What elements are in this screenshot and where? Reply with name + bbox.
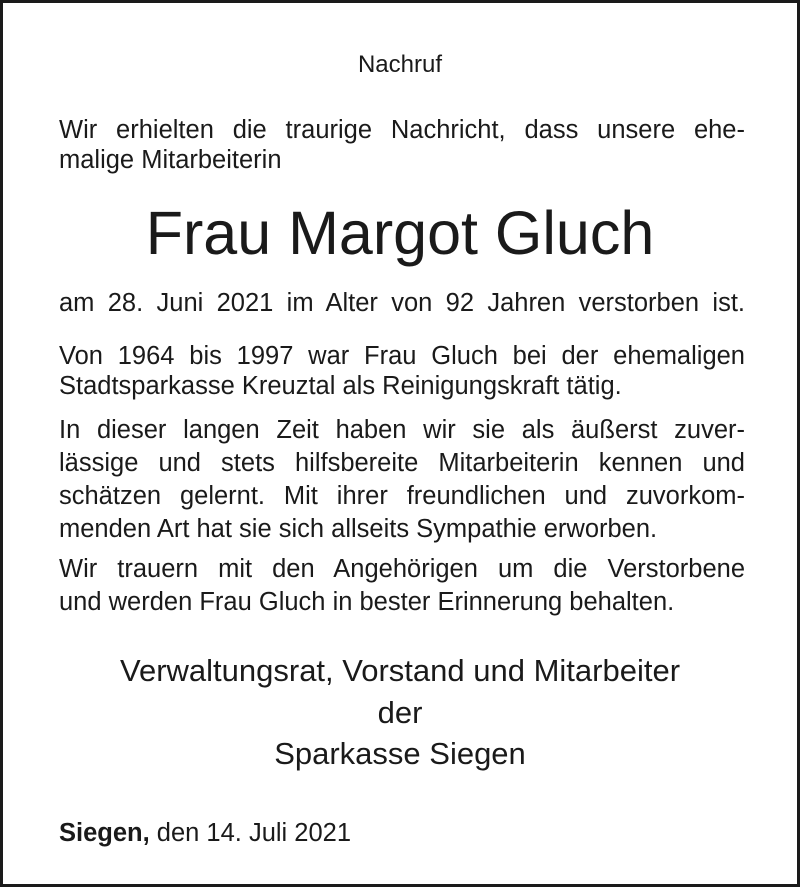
paragraph-praise-line: lässige und stets hilfsbereite Mitarbeiterin kennen und [59, 449, 745, 477]
intro-line: malige Mitarbeiterin [59, 146, 282, 174]
dateline-date: den 14. Juli 2021 [156, 819, 352, 847]
signature-line: Sparkasse Siegen [274, 736, 526, 771]
intro-line: Wir erhielten die traurige Nachricht, dass unsere ehe- [59, 116, 745, 144]
dateline [59, 818, 351, 848]
paragraph-mourning-line: und werden Frau Gluch in bester Erinnerung behalten. [59, 588, 675, 616]
paragraph-praise-line: schätzen gelernt. Mit ihrer freundlichen und zuvorkom- [59, 482, 745, 510]
dateline-place: Siegen, [59, 819, 150, 847]
deceased-name: Frau Margot Gluch [145, 199, 655, 267]
paragraph-employment-line: Von 1964 bis 1997 war Frau Gluch bei der ehemaligen [59, 342, 745, 370]
paragraph-mourning-line: Wir trauern mit den Angehörigen um die Verstorbene [59, 555, 745, 583]
paragraph-praise-line: menden Art hat sie sich allseits Sympathie erworben. [59, 515, 658, 543]
notice-heading: Nachruf [357, 51, 443, 78]
paragraph-employment-line: Stadtsparkasse Kreuztal als Reinigungskraft tätig. [59, 372, 622, 400]
signature-line: der [377, 695, 423, 730]
signature-line: Verwaltungsrat, Vorstand und Mitarbeiter [119, 653, 681, 688]
paragraph-praise-line: In dieser langen Zeit haben wir sie als äußerst zuver- [59, 416, 745, 444]
death-line: am 28. Juni 2021 im Alter von 92 Jahren verstorben ist. [59, 289, 745, 317]
